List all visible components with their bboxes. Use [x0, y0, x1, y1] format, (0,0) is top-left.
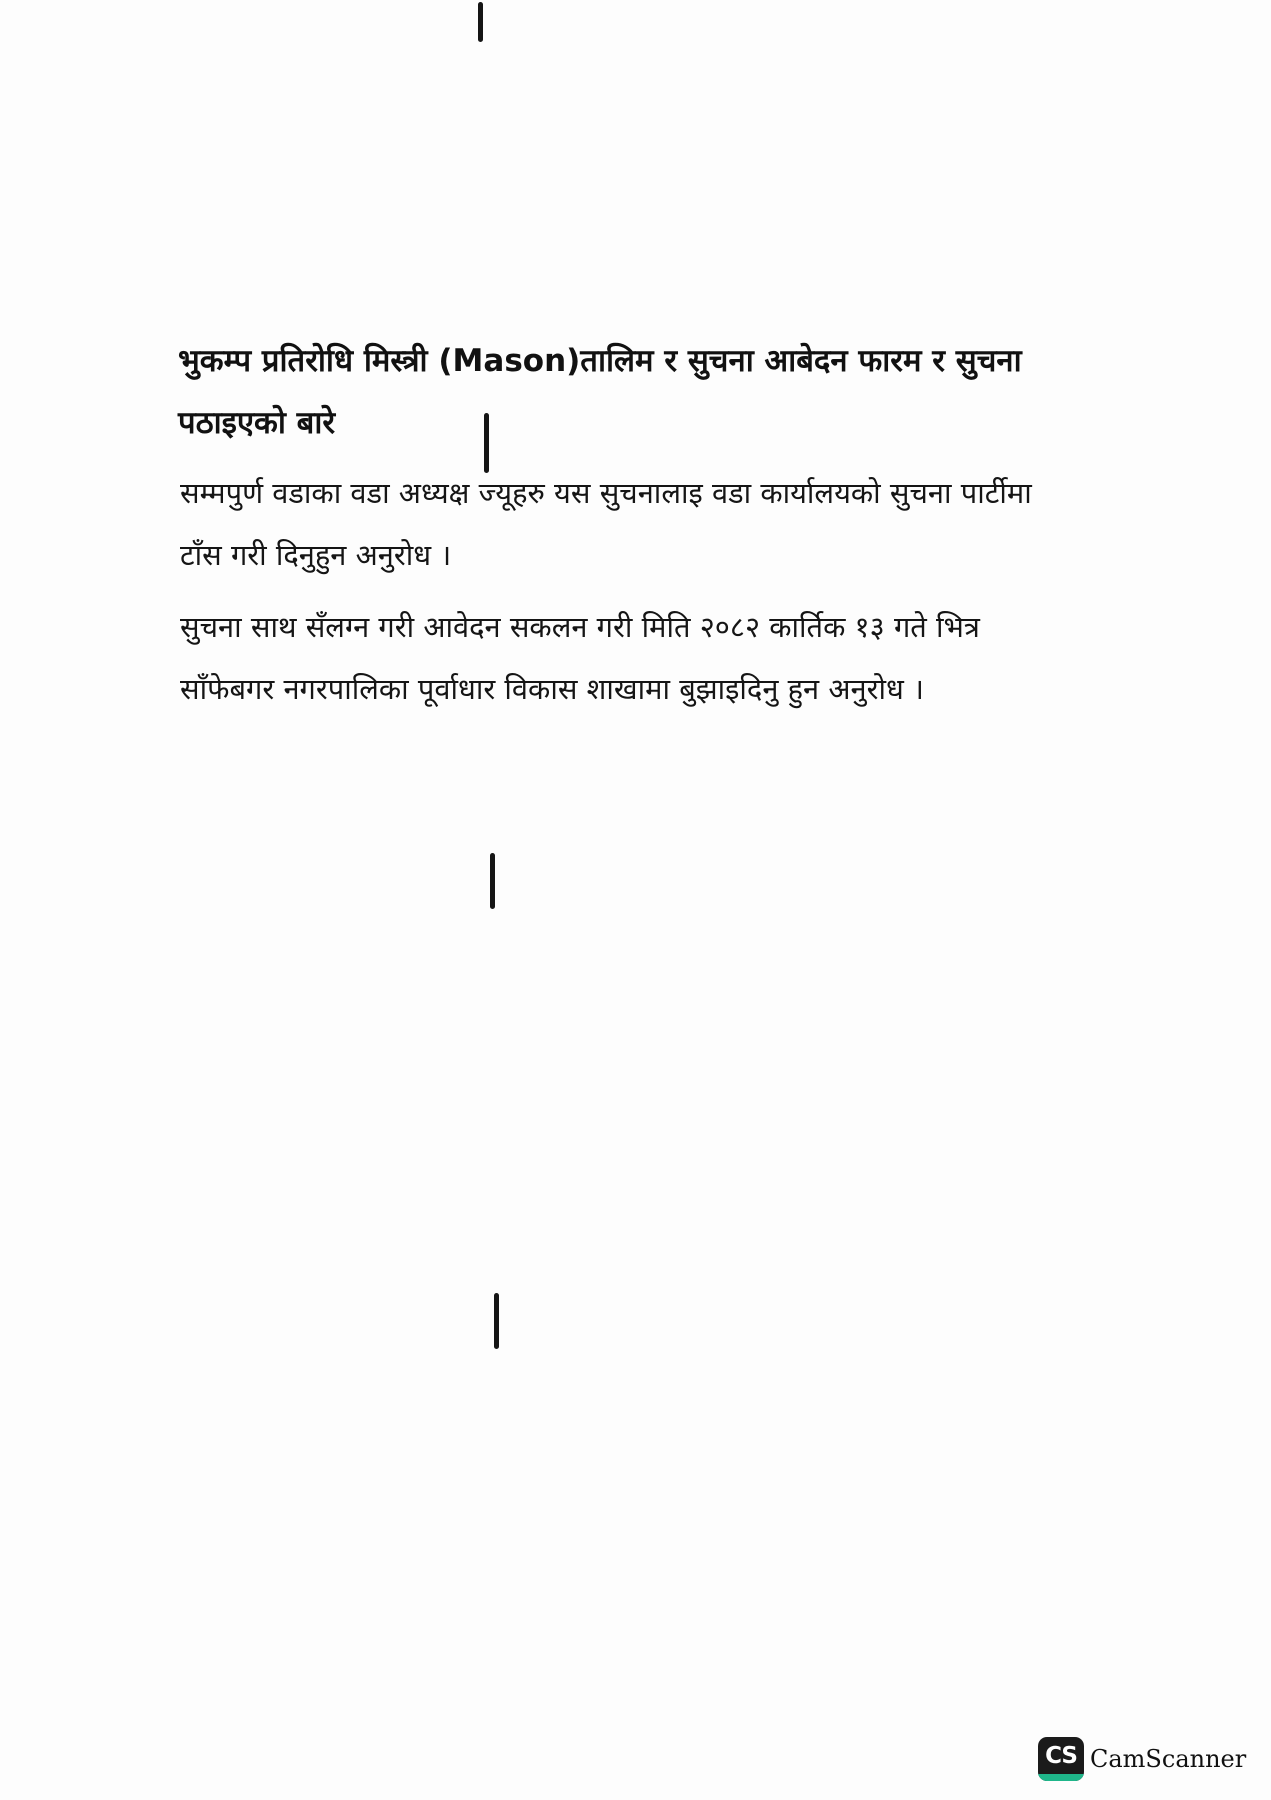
ink-mark — [490, 853, 495, 909]
notice-subject-line-1: भुकम्प प्रतिरोधि मिस्त्री (Mason)तालिम र सुचना आबेदन फारम र सुचना — [178, 343, 1022, 379]
notice-subject — [178, 330, 1138, 454]
paragraph-submission-request — [180, 596, 1180, 720]
paragraph-line: सम्मपुर्ण वडाका वडा अध्यक्ष ज्यूहरु यस सुचनालाइ वडा कार्यालयको सुचना पार्टीमा — [180, 476, 1032, 510]
camscanner-logo-icon — [1038, 1737, 1084, 1781]
paragraph-ward-request — [180, 462, 1180, 586]
notice-subject-line-2: पठाइएको बारे — [178, 405, 336, 441]
camscanner-watermark — [1038, 1737, 1246, 1781]
paragraph-line: साँफेबगर नगरपालिका पूर्वाधार विकास शाखामा बुझाइदिनु हुन अनुरोध । — [180, 672, 925, 706]
ink-mark — [478, 2, 483, 42]
paragraph-line: सुचना साथ सँलग्न गरी आवेदन सकलन गरी मिति २०८२ कार्तिक १३ गते भित्र — [180, 610, 980, 644]
camscanner-app-name: CamScanner — [1090, 1745, 1247, 1773]
ink-mark — [494, 1293, 499, 1349]
camscanner-logo-text: CS — [1045, 1743, 1077, 1769]
paragraph-line: टाँस गरी दिनुहुन अनुरोध । — [180, 538, 452, 572]
